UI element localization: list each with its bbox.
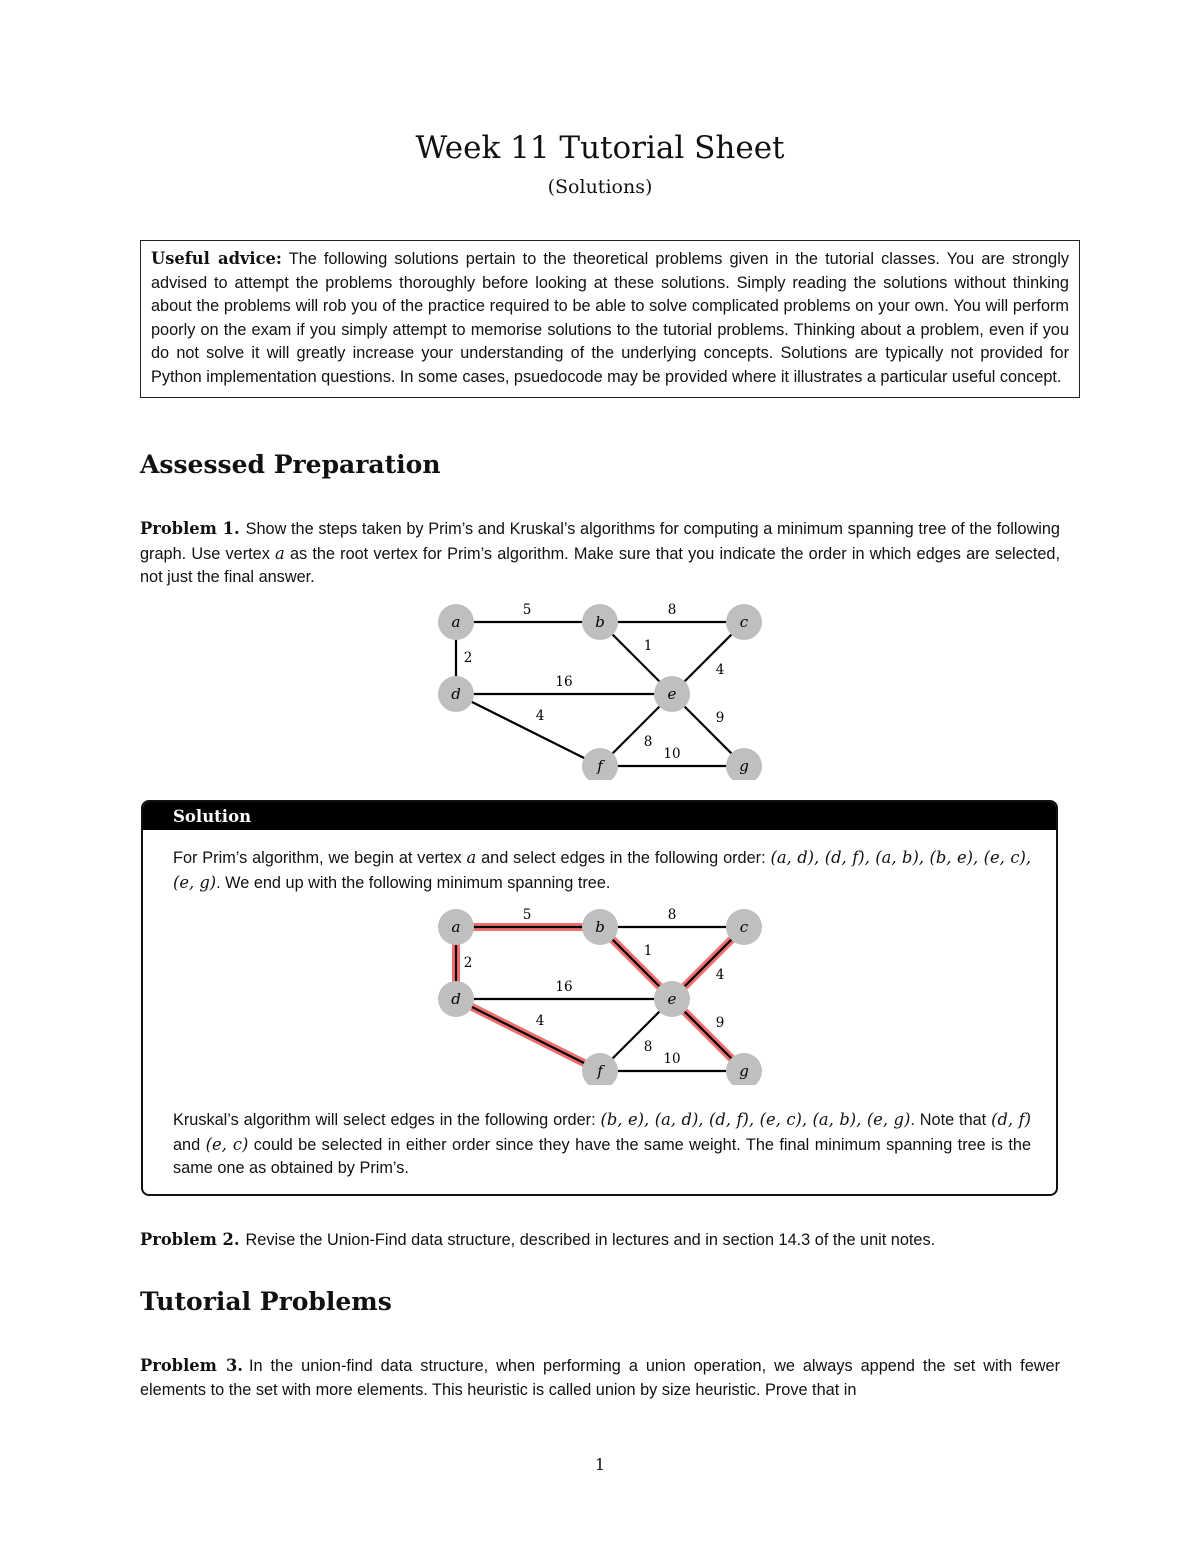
edge-d-f (456, 694, 600, 766)
edge-weight-a-b: 5 (522, 907, 532, 923)
edge-weight-a-d: 2 (463, 955, 473, 971)
edge-weight-d-f: 4 (535, 1013, 545, 1029)
page-number: 1 (594, 1455, 606, 1474)
kruskal-text-a: Kruskal’s algorithm will select edges in the following order: (173, 1111, 601, 1129)
problem-1-text-a: Show the steps taken by Prim’s and Kruskal’s algorithms for computing a minimum spanning tree of the following graph. Use vertex (140, 520, 1060, 563)
page-title: Week 11 Tutorial Sheet (415, 130, 785, 166)
edge-weight-f-g: 10 (663, 1051, 681, 1067)
node-label-e: e (667, 990, 677, 1008)
edge-weight-c-e: 4 (715, 662, 725, 678)
section-heading-assessed: Assessed Preparation (140, 450, 441, 479)
mst-graph-figure (430, 905, 770, 1085)
kruskal-pair-1: (d, f) (991, 1110, 1031, 1129)
kruskal-order: (b, e), (a, d), (d, f), (e, c), (a, b), (e, g) (600, 1110, 911, 1129)
problem-2-text: Revise the Union-Find data structure, described in lectures and in section 14.3 of the unit notes. (245, 1231, 936, 1249)
problem-1 (140, 517, 1060, 590)
problem-1-label: Problem 1. (140, 519, 240, 538)
problem-3 (140, 1354, 1060, 1402)
kruskal-pair-2: (e, c) (205, 1134, 249, 1154)
section-heading-tutorial: Tutorial Problems (140, 1287, 392, 1316)
edge-weight-b-e: 1 (643, 943, 653, 959)
node-label-c: c (739, 613, 749, 631)
problem-3-label: Problem 3. (140, 1356, 243, 1375)
edge-weight-b-e: 1 (643, 638, 653, 654)
advice-box (140, 240, 1080, 398)
node-label-g: g (739, 757, 749, 775)
graph-figure (430, 600, 770, 780)
prim-text-a: For Prim’s algorithm, we begin at vertex (173, 849, 467, 867)
prim-order: (a, d), (d, f), (a, b), (b, e), (e, c), (e, g) (173, 848, 1032, 892)
problem-1-text-b: as the root vertex for Prim’s algorithm. Make sure that you indicate the order in which edges are selected, not just the final answer. (140, 544, 1060, 586)
node-label-g: g (739, 1062, 749, 1080)
node-label-f: f (597, 757, 603, 775)
page-subtitle: (Solutions) (547, 176, 653, 198)
node-label-c: c (739, 918, 749, 936)
edge-weight-e-g: 9 (715, 710, 725, 726)
node-label-e: e (667, 685, 677, 703)
solution-heading: Solution (143, 802, 1056, 830)
advice-label: Useful advice: (151, 249, 282, 268)
kruskal-explanation (173, 1108, 1031, 1181)
problem-2 (140, 1228, 1060, 1253)
node-label-b: b (595, 613, 605, 631)
prim-text-c: . We end up with the following minimum spanning tree. (216, 873, 611, 892)
node-label-f: f (597, 1062, 603, 1080)
node-label-d: d (451, 685, 461, 703)
edge-weight-b-c: 8 (667, 907, 677, 923)
edge-d-f (456, 999, 600, 1071)
edge-weight-d-e: 16 (555, 979, 573, 995)
prim-text-b: and select edges in the following order: (476, 849, 771, 867)
node-label-b: b (595, 918, 605, 936)
kruskal-text-c: and (173, 1135, 206, 1154)
edge-weight-d-f: 4 (535, 708, 545, 724)
problem-2-label: Problem 2. (140, 1230, 240, 1249)
edge-weight-d-e: 16 (555, 674, 573, 690)
node-label-a: a (451, 613, 461, 631)
edge-weight-e-g: 9 (715, 1015, 725, 1031)
edge-weight-b-c: 8 (667, 602, 677, 618)
edge-weight-f-g: 10 (663, 746, 681, 762)
problem-3-text: In the union-find data structure, when performing a union operation, we always append the set with fewer elements to the set with more elements. This heuristic is called union by size heuristic. Prove that in (140, 1357, 1060, 1399)
problem-1-var: a (275, 543, 285, 563)
prim-var: a (466, 848, 477, 867)
edge-weight-a-b: 5 (522, 602, 532, 618)
prim-explanation (173, 846, 1031, 895)
edge-weight-c-e: 4 (715, 967, 725, 983)
kruskal-text-d: could be selected in either order since they have the same weight. The final minimum spanning tree is the same one as obtained by Prim’s. (173, 1135, 1031, 1177)
edge-weight-e-f: 8 (643, 1039, 653, 1055)
edge-weight-e-f: 8 (643, 734, 653, 750)
kruskal-text-b: . Note that (910, 1111, 992, 1129)
node-label-d: d (451, 990, 461, 1008)
edge-weight-a-d: 2 (463, 650, 473, 666)
advice-text: The following solutions pertain to the theoretical problems given in the tutorial classes. You are strongly advised to attempt the problems thoroughly before looking at these solutions. Simply reading the solutions without thinking about the problems will rob you of the practice required to be able to solve complicated problems on your own. You will perform poorly on the exam if you simply attempt to memorise solutions to the tutorial problems. Thinking about a problem, even if you do not solve it will greatly increase your understanding of the underlying concepts. Solutions are typically not provided for Python implementation questions. In some cases, psuedocode may be provided where it illustrates a particular useful concept. (151, 250, 1069, 386)
node-label-a: a (451, 918, 461, 936)
